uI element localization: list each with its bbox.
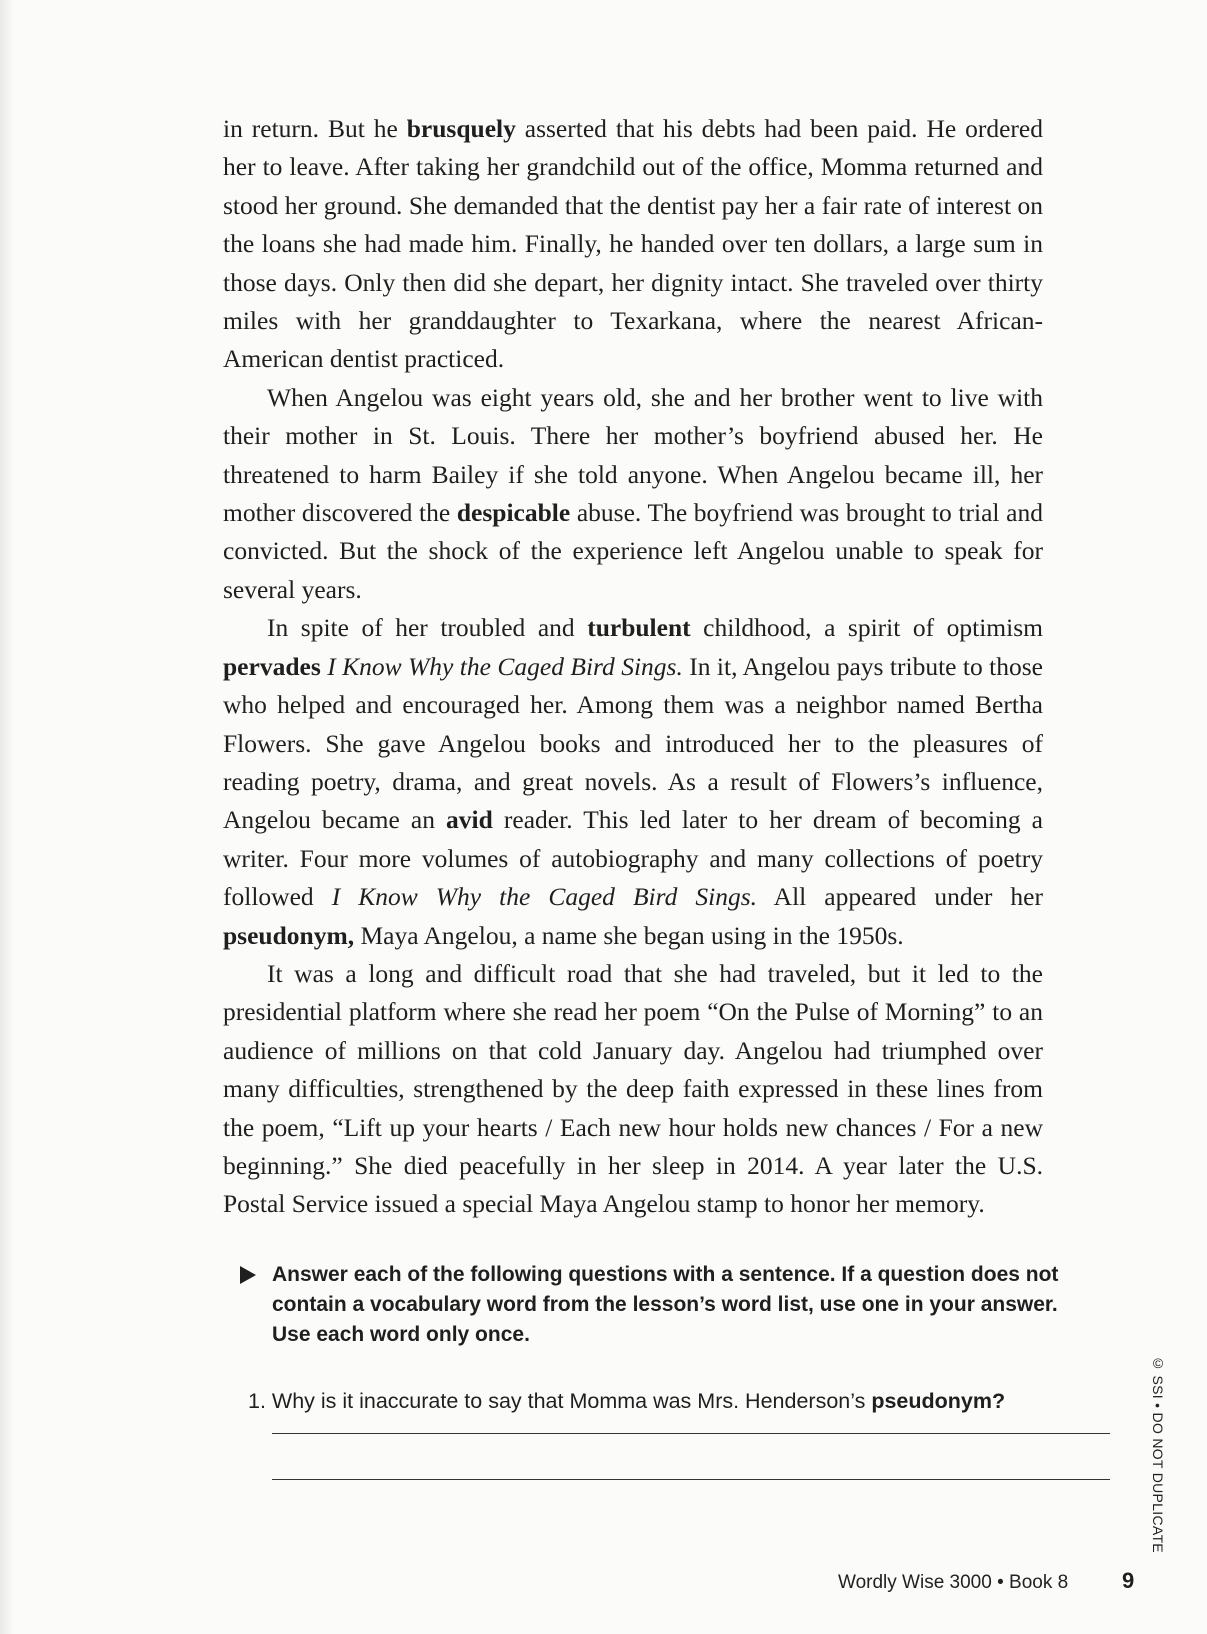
answer-line[interactable] [272, 1433, 1110, 1434]
passage-text: in return. But he [223, 114, 407, 143]
passage-text: In spite of her troubled and [267, 613, 588, 643]
vocab-word: avid [446, 805, 493, 835]
page-number: 9 [1122, 1568, 1135, 1593]
book-title: I Know Why the Caged Bird Sings. [331, 882, 758, 912]
question-1 [248, 1386, 1108, 1416]
question-text: Why is it inaccurate to say that Momma was Mrs. Henderson’s [271, 1389, 872, 1413]
passage-text: childhood, a spirit of optimism [690, 613, 1043, 643]
passage-text: When Angelou was eight years old, she and her brother went to live with their mother in St. Louis. There her mother’s boyfriend abused her. He threatened to harm Bailey if she told anyone. When Angelou became ill, her mother discovered the [223, 382, 1043, 528]
reading-passage [223, 110, 1043, 1224]
answer-line[interactable] [272, 1479, 1110, 1480]
question-vocab-word: pseudonym? [871, 1389, 1006, 1413]
passage-paragraph [223, 609, 1043, 955]
passage-text: asserted that his debts had been paid. He ordered her to leave. After taking her grandchild out of the office, Momma returned and stood her ground. She demanded that the dentist pay her a fair rate of interest on the loans she had made him. Finally, he handed over ten dollars, a large sum in those days. Only then did she depart, her dignity intact. She traveled over thirty miles with her granddaughter to Texarkana, where the nearest African-American dentist practiced. [223, 114, 1043, 374]
passage-text: abuse. The boyfriend was brought to trial and convicted. But the shock of the experience left Angelou unable to speak for several years. [223, 498, 1043, 604]
passage-paragraph [223, 110, 1043, 379]
footer-book-title: Wordly Wise 3000 • Book 8 [838, 1572, 1069, 1593]
passage-text: Maya Angelou, a name she began using in the 1950s. [354, 920, 904, 950]
instructions-block [240, 1260, 1080, 1350]
passage-text: In it, Angelou pays tribute to those who helped and encouraged her. Among them was a neighbor named Bertha Flowers. She gave Angelou books and introduced her to the pleasures of reading poetry, drama, and great novels. As a result of Flowers’s influence, Angelou became an [223, 651, 1043, 835]
scan-edge [0, 0, 14, 1634]
passage-text: It was a long and difficult road that she had traveled, but it led to the presidential platform where she read her poem “On the Pulse of Morning” to an audience of millions on that cold January day. Angelou had triumphed over many difficulties, strengthened by the deep faith expressed in these lines from the poem, “Lift up your hearts / Each new hour holds new chances / For a new beginning.” She died peacefully in her sleep in 2014. A year later the U.S. Postal Service issued a special Maya Angelou stamp to honor her memory. [223, 958, 1043, 1219]
copyright-notice: © SSI • DO NOT DUPLICATE [1150, 1355, 1166, 1553]
play-triangle-icon [240, 1266, 256, 1284]
vocab-word: brusquely [406, 114, 516, 143]
vocab-word: pseudonym, [223, 920, 355, 950]
instructions-text: Answer each of the following questions with a sentence. If a question does not contain a vocabulary word from the lesson’s word list, use one in your answer. Use each word only once. [272, 1263, 1059, 1346]
book-title: I Know Why the Caged Bird Sings. [327, 651, 683, 681]
passage-paragraph [223, 379, 1043, 609]
question-number: 1. [248, 1389, 266, 1413]
passage-text: All appeared under her [757, 882, 1043, 912]
passage-text: reader. This led later to her dream of becoming a writer. Four more volumes of autobiography and many collections of poetry followed [223, 805, 1044, 912]
vocab-word: turbulent [587, 613, 691, 643]
passage-paragraph [223, 955, 1043, 1224]
vocab-word: despicable [456, 498, 571, 528]
vocab-word: pervades [223, 651, 321, 681]
